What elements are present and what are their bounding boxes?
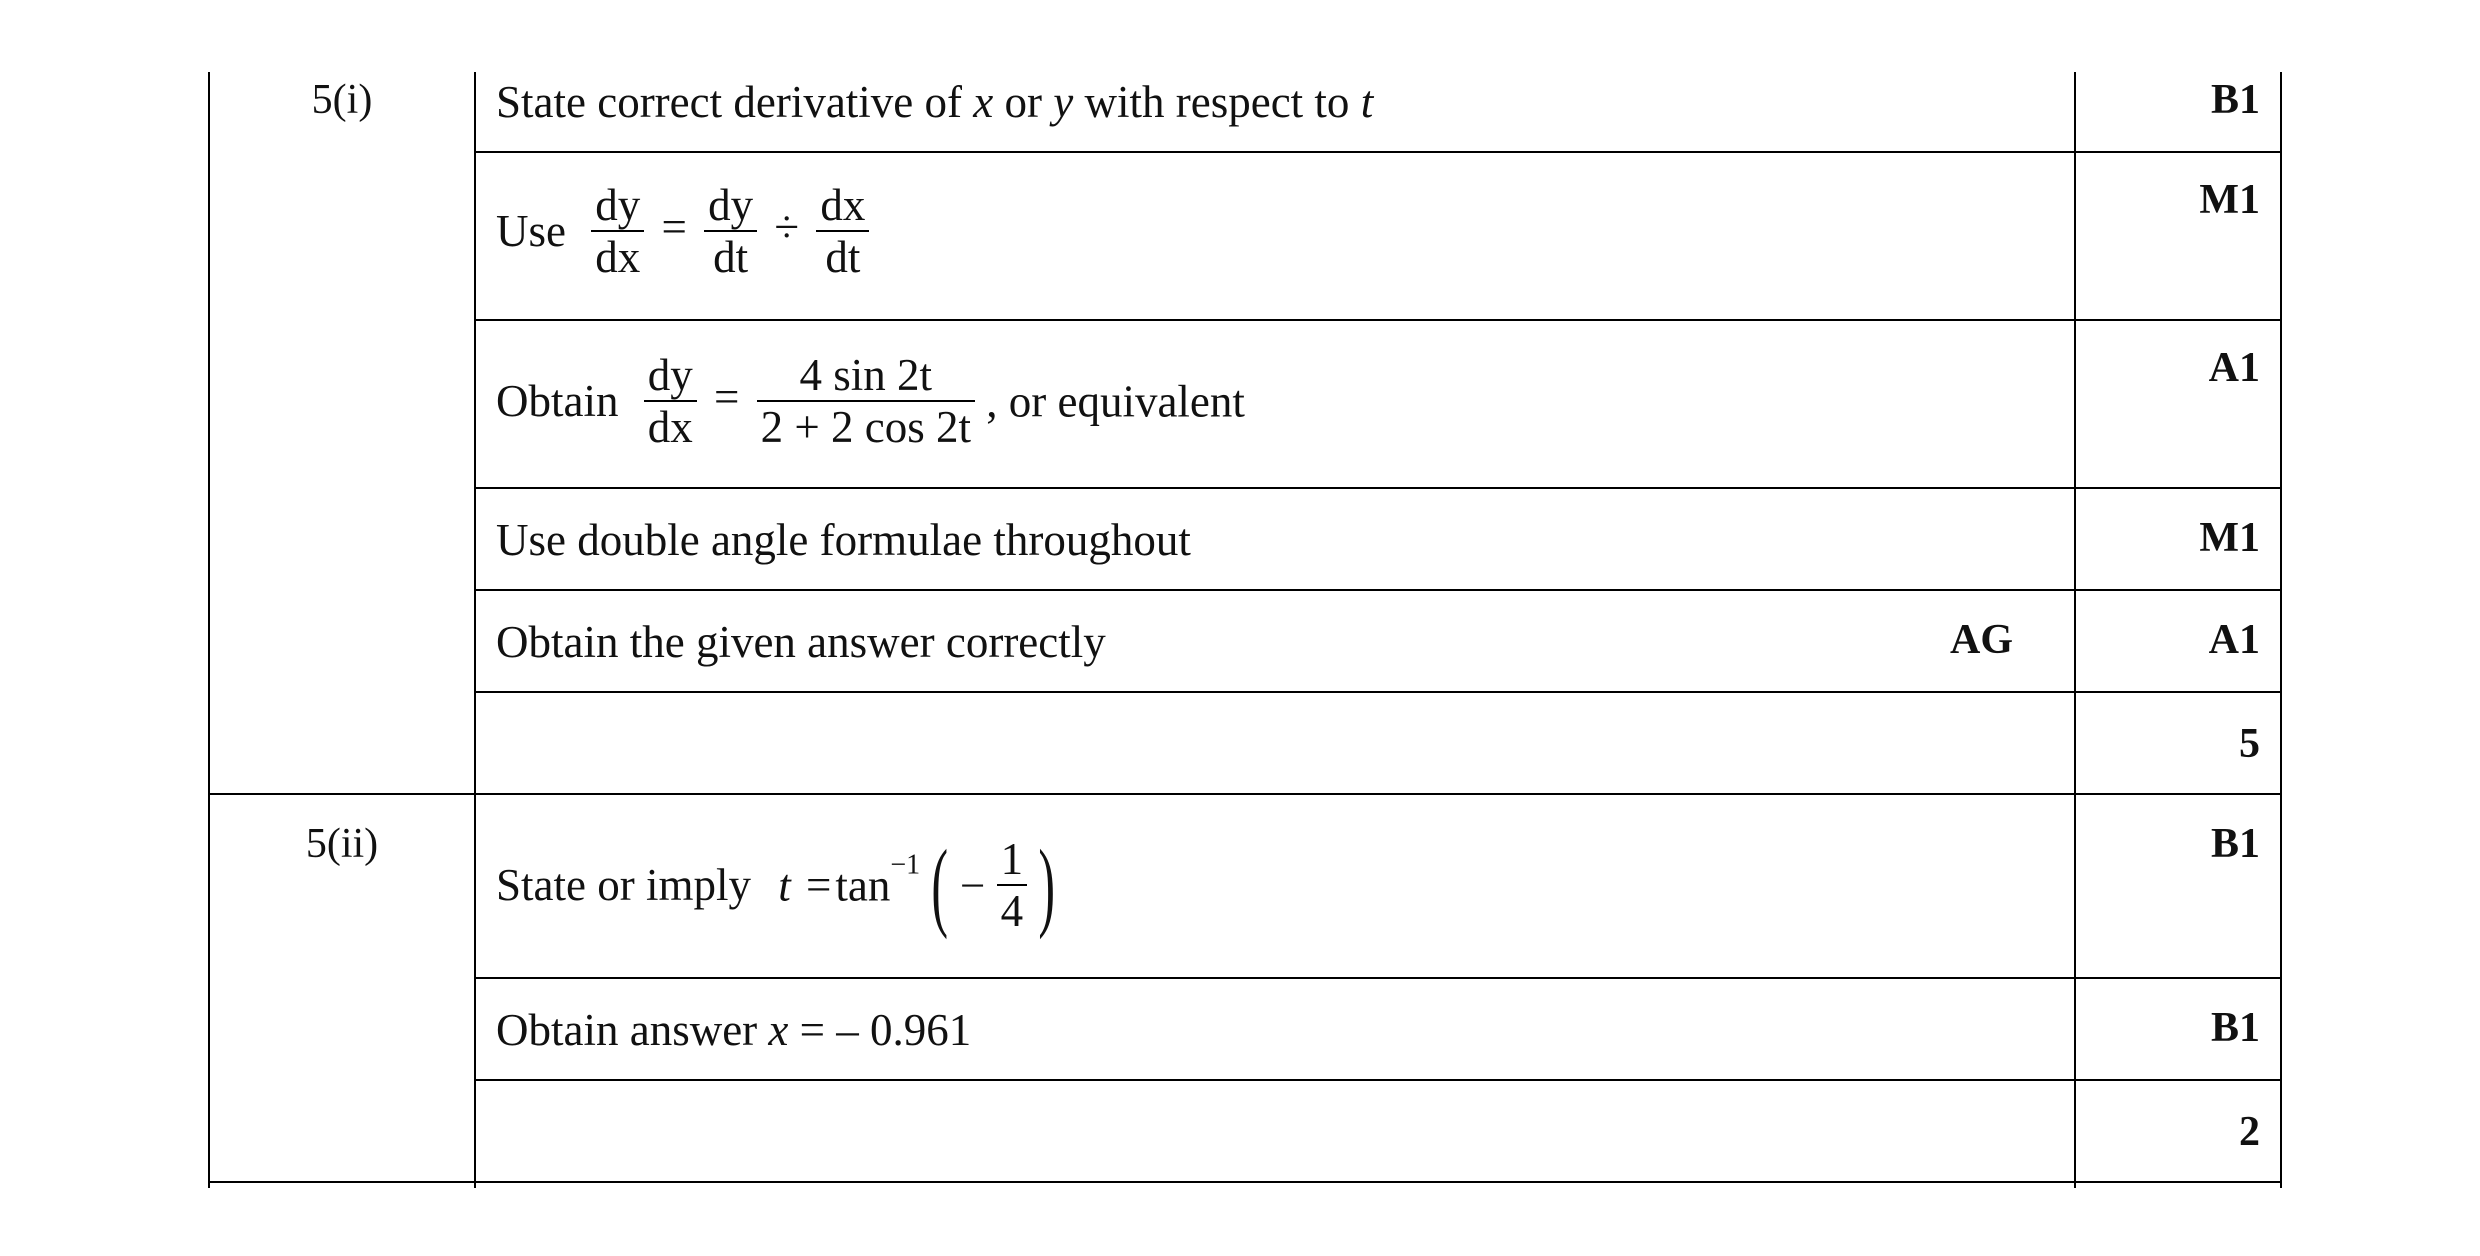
- answer-lead: Use: [496, 206, 566, 257]
- answer-value: = – 0.961: [788, 1005, 972, 1055]
- variable-x: x: [973, 77, 994, 127]
- fraction: [816, 180, 869, 283]
- grid-line: [474, 1079, 2282, 1081]
- minus-sign: −: [959, 860, 986, 911]
- grid-line: [474, 151, 2282, 153]
- grid-line: [474, 589, 2282, 591]
- fraction: [757, 350, 975, 453]
- variable-t: t: [1360, 77, 1374, 127]
- inverse-superscript: −1: [890, 849, 921, 881]
- fraction: [997, 834, 1028, 937]
- mark-code: B1: [2210, 1005, 2260, 1051]
- fraction: [644, 350, 697, 453]
- fraction-denominator: dt: [713, 232, 749, 283]
- right-parenthesis: ): [1038, 829, 1056, 941]
- mark-code: M1: [2199, 177, 2260, 223]
- grid-line: [474, 977, 2282, 979]
- grid-line: [474, 72, 476, 1188]
- answer-text-part: State correct derivative of: [496, 77, 974, 127]
- answer-formula: [496, 829, 1056, 941]
- grid-line: [474, 487, 2282, 489]
- mark-code: B1: [2210, 821, 2260, 867]
- fraction-denominator: dx: [595, 232, 641, 283]
- variable-t: t: [778, 860, 791, 911]
- fraction-denominator: 4: [1000, 886, 1024, 937]
- fraction: [704, 180, 757, 283]
- grid-line: [208, 72, 210, 1188]
- answer-text-part: or: [993, 77, 1054, 127]
- fraction-numerator: 4 sin 2t: [757, 350, 975, 402]
- fraction-denominator: dt: [825, 232, 861, 283]
- mark-code: M1: [2199, 515, 2260, 561]
- function-name: tan: [835, 860, 891, 911]
- total-marks: 2: [2239, 1109, 2260, 1155]
- answer-text: [496, 76, 1373, 128]
- answer-formula: [496, 350, 1245, 453]
- fraction-denominator: 2 + 2 cos 2t: [760, 402, 971, 453]
- answer-tail: , or equivalent: [986, 376, 1245, 427]
- question-label: 5(ii): [305, 821, 379, 867]
- answer-lead: Obtain: [496, 376, 619, 427]
- grid-line: [208, 1181, 2282, 1183]
- equals-sign: =: [713, 371, 740, 422]
- answer-text-part: Obtain answer: [496, 1005, 769, 1055]
- answer-text: Obtain the given answer correctly: [496, 617, 1106, 667]
- answer-text-part: with respect to: [1073, 77, 1361, 127]
- variable-y: y: [1053, 77, 1074, 127]
- grid-line: [474, 691, 2282, 693]
- mark-code: A1: [2208, 345, 2260, 391]
- fraction-denominator: dx: [647, 402, 693, 453]
- division-sign: ÷: [774, 201, 800, 252]
- question-label: 5(i): [311, 77, 373, 123]
- grid-line: [2280, 72, 2282, 1188]
- answer-lead: State or imply: [496, 860, 751, 911]
- fraction-numerator: 1: [997, 834, 1028, 886]
- mark-code: B1: [2210, 77, 2260, 123]
- answer-text: [496, 1004, 971, 1056]
- fraction-numerator: dy: [644, 350, 697, 402]
- variable-x: x: [768, 1005, 789, 1055]
- answer-formula: [496, 180, 869, 283]
- left-parenthesis: (: [931, 829, 949, 941]
- fraction-numerator: dx: [816, 180, 869, 232]
- answer-text: Use double angle formulae throughout: [496, 515, 1191, 565]
- grid-line: [208, 793, 2282, 795]
- total-marks: 5: [2239, 721, 2260, 767]
- grid-line: [474, 319, 2282, 321]
- fraction-numerator: dy: [704, 180, 757, 232]
- mark-code: A1: [2208, 617, 2260, 663]
- equals-sign: =: [661, 201, 687, 252]
- answer-given-tag: AG: [1950, 617, 2013, 663]
- fraction-numerator: dy: [591, 180, 644, 232]
- fraction: [591, 180, 644, 283]
- equals-sign: =: [806, 860, 832, 911]
